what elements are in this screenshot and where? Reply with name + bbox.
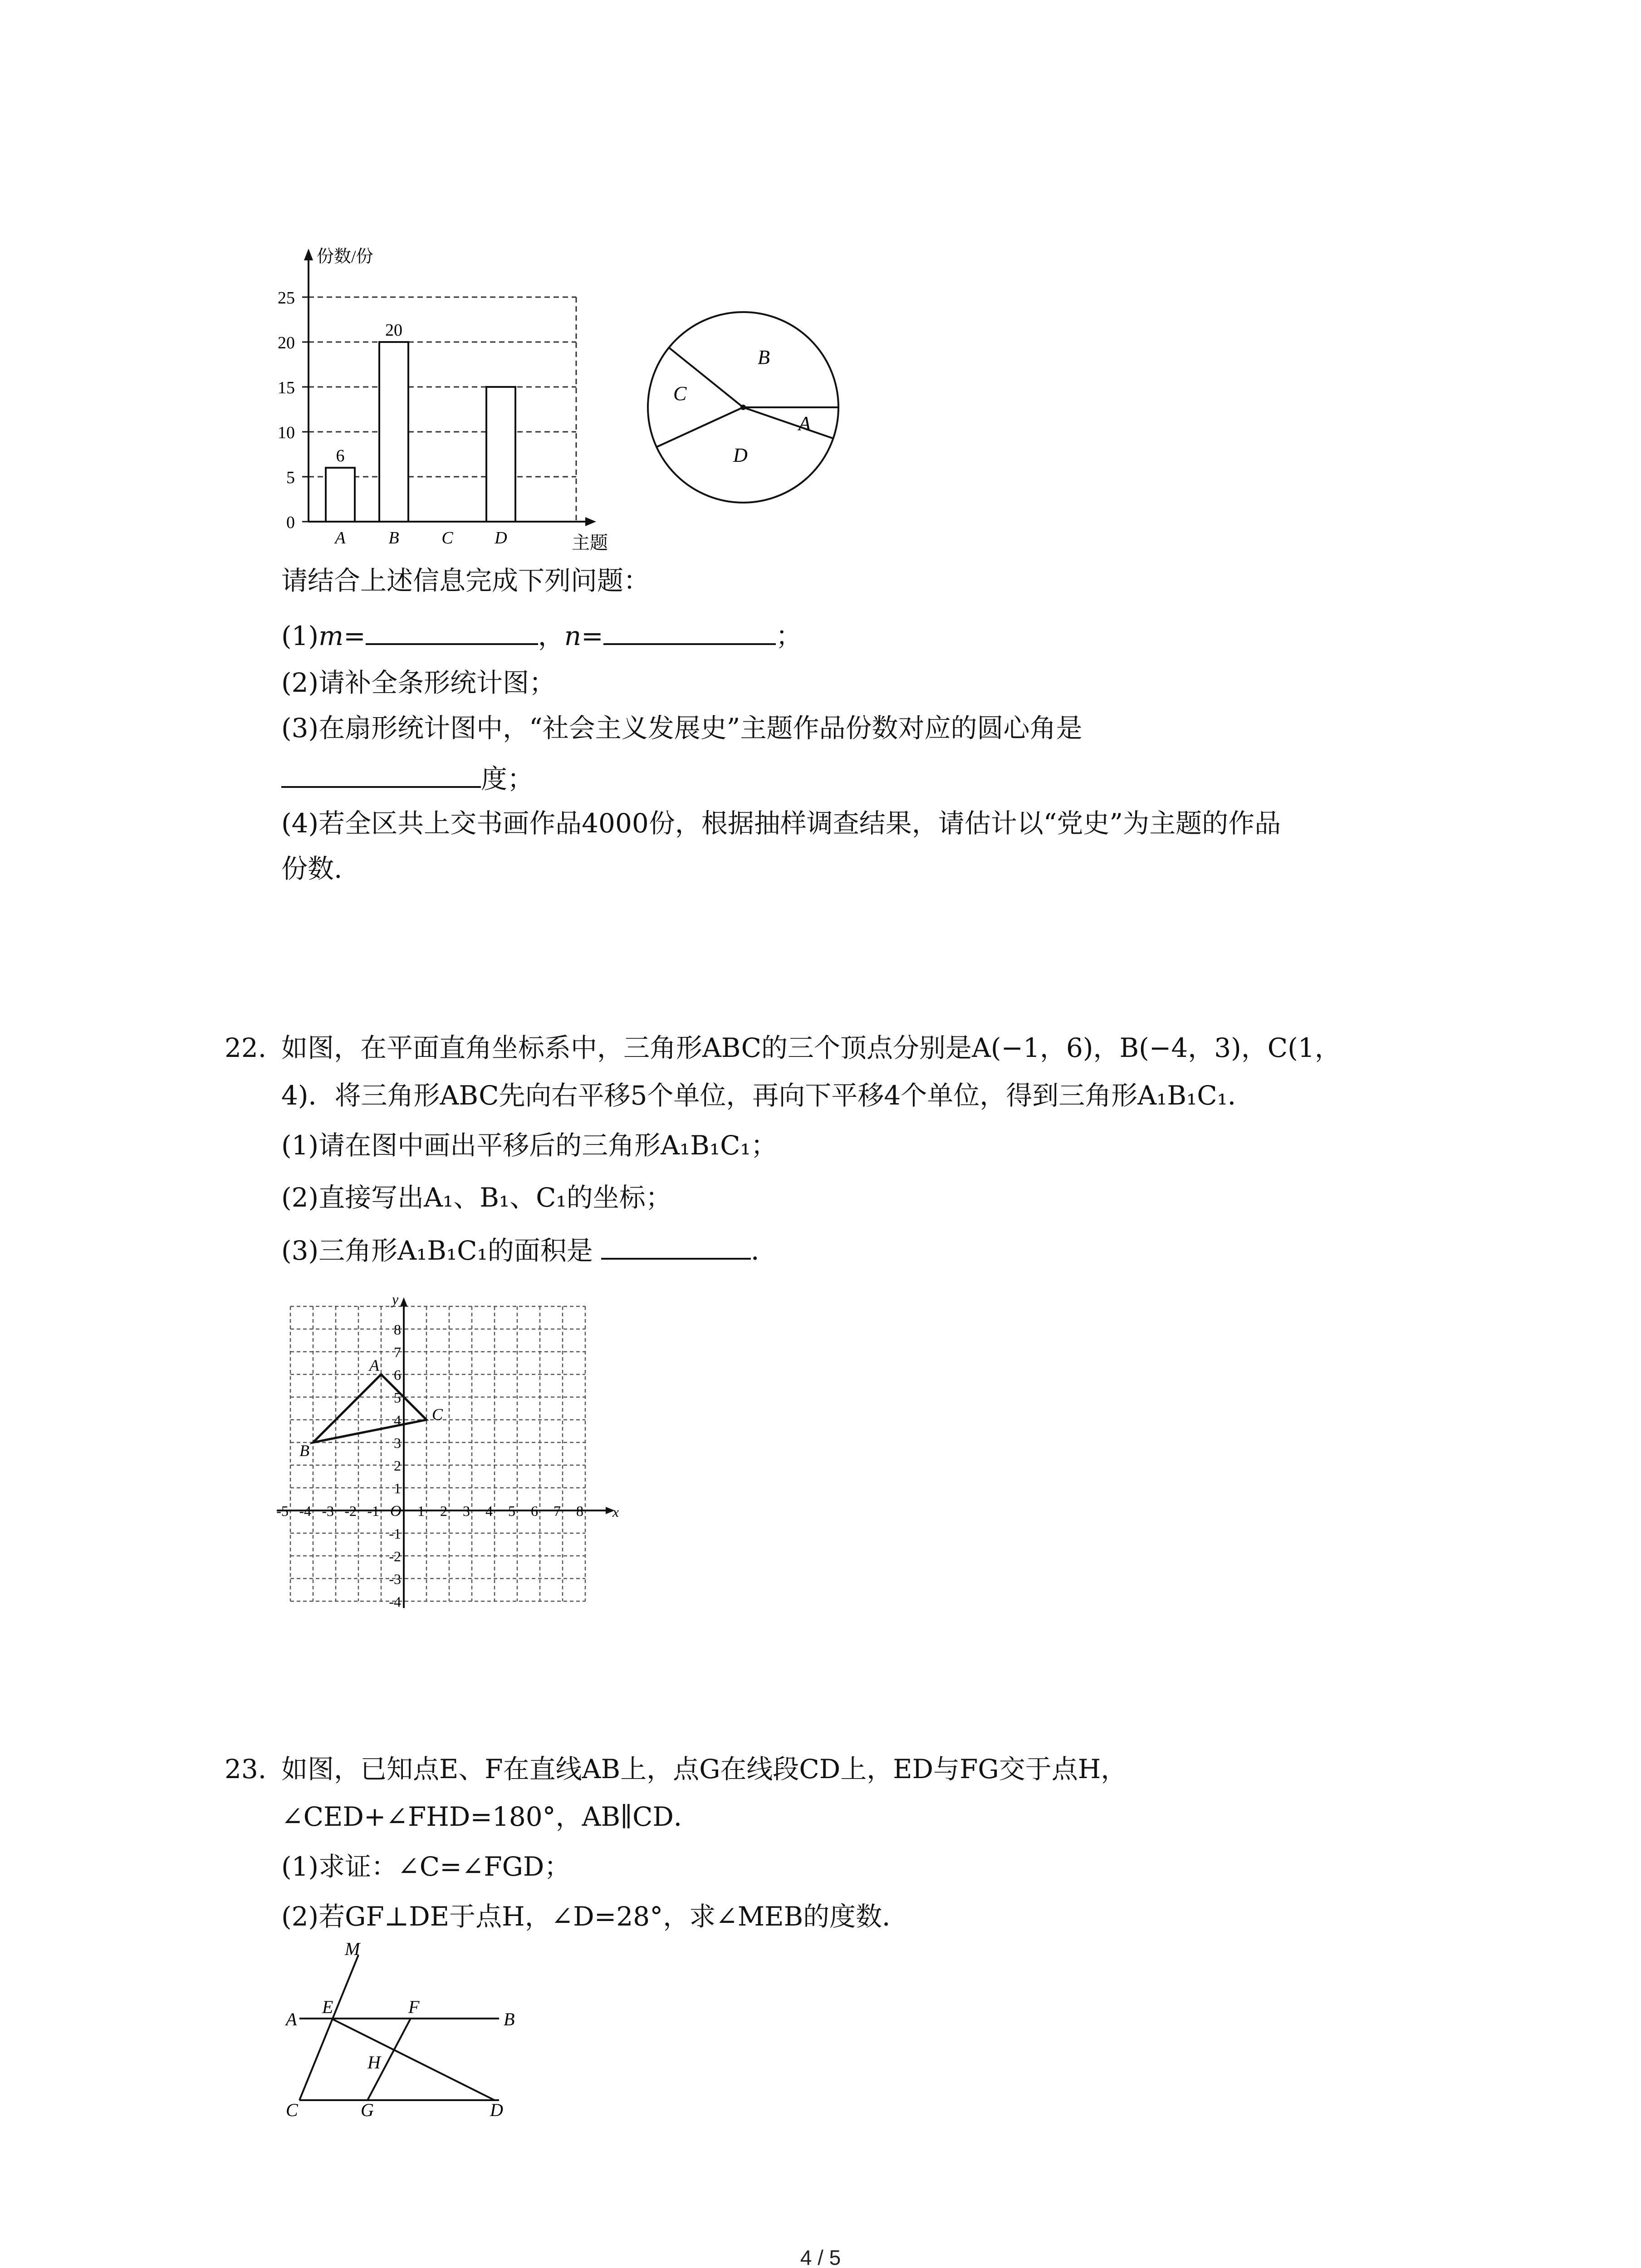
category-label-C: C	[441, 528, 453, 547]
bar-data-label-B: 20	[385, 321, 402, 340]
y-tick-2: 2	[394, 1457, 401, 1474]
y-tick-8: 8	[394, 1321, 401, 1338]
pie-label-c: C	[673, 382, 687, 405]
pie-label-b: B	[758, 346, 770, 368]
pie-chart	[644, 318, 853, 517]
x-axis-label: x	[612, 1504, 619, 1520]
q22-part2: (2)直接写出A₁、B₁、C₁的坐标；	[281, 1182, 672, 1213]
label-g: G	[361, 2100, 374, 2120]
y-tick--4: -4	[389, 1593, 401, 1610]
x-tick-1: 1	[417, 1503, 425, 1519]
x-axis-label: 主题	[572, 533, 608, 553]
ytick-label-25: 25	[278, 288, 295, 308]
pie-label-d: D	[733, 444, 748, 466]
ytick-label-10: 10	[278, 423, 295, 442]
q22-number: 22.	[225, 1032, 267, 1063]
q23-stem-line2: ∠CED+∠FHD=180°，AB∥CD．	[281, 1801, 700, 1832]
label-e: E	[322, 1997, 333, 2017]
answer-blank-area[interactable]	[601, 1232, 751, 1260]
pie-divider-cd	[656, 407, 743, 447]
q23-part1: (1)求证：∠C=∠FGD；	[281, 1851, 571, 1882]
y-tick-3: 3	[394, 1435, 401, 1451]
answer-blank-n[interactable]	[603, 617, 776, 645]
y-tick--1: -1	[389, 1525, 401, 1542]
x-tick-2: 2	[440, 1503, 447, 1519]
triangle-abc	[313, 1374, 426, 1442]
y-tick-5: 5	[394, 1389, 401, 1406]
ytick-label-15: 15	[278, 378, 295, 397]
origin-label: O	[390, 1503, 402, 1520]
ytick-label-0: 0	[286, 513, 295, 532]
q22-part3: (3)三角形A₁B₁C₁的面积是 ．	[281, 1232, 777, 1269]
y-tick--2: -2	[389, 1548, 401, 1564]
q22-stem-line1: 如图，在平面直角坐标系中，三角形ABC的三个顶点分别是A(−1，6)，B(−4，3)，C(1，	[281, 1032, 1341, 1063]
y-axis-arrow	[304, 249, 313, 260]
pie-center	[740, 405, 746, 410]
ytick-label-20: 20	[278, 333, 295, 352]
answer-blank-m[interactable]	[366, 617, 538, 645]
y-axis-arrow	[400, 1297, 407, 1306]
category-label-D: D	[495, 528, 507, 547]
bar-data-label-A: 6	[336, 446, 345, 466]
pie-label-a: A	[798, 412, 811, 435]
page-number: 4 / 5	[800, 2246, 841, 2268]
x-tick--2: -2	[344, 1503, 357, 1519]
q21-part3: (3)在扇形统计图中，“社会主义发展史”主题作品份数对应的圆心角是	[281, 713, 1083, 743]
x-tick-6: 6	[531, 1503, 538, 1519]
bar-A	[326, 468, 355, 522]
y-tick-6: 6	[394, 1367, 401, 1383]
q23-number: 23.	[225, 1754, 267, 1784]
q21-part4: (4)若全区共上交书画作品4000份，根据抽样调查结果，请估计以“党史”为主题的作品	[281, 808, 1281, 839]
bar-B	[379, 342, 408, 522]
bar-chart	[268, 240, 631, 558]
q21-intro: 请结合上述信息完成下列问题：	[281, 565, 650, 596]
bar-D	[486, 387, 515, 522]
label-a: A	[286, 2009, 297, 2029]
q22-stem-line2: 4)．将三角形ABC先向右平移5个单位，再向下平移4个单位，得到三角形A₁B₁C₁．	[281, 1080, 1254, 1111]
x-tick--4: -4	[299, 1503, 311, 1519]
point-label-b: B	[299, 1442, 309, 1460]
x-tick-7: 7	[554, 1503, 561, 1519]
answer-blank-angle[interactable]	[281, 760, 481, 788]
x-tick--5: -5	[276, 1503, 289, 1519]
label-c: C	[286, 2100, 298, 2120]
q21-part2: (2)请补全条形统计图；	[281, 667, 556, 698]
ytick-label-5: 5	[286, 468, 295, 487]
q23-part2: (2)若GF⊥DE于点H，∠D=28°，求∠MEB的度数．	[281, 1901, 909, 1932]
line-ed	[331, 2019, 495, 2100]
coordinate-grid	[276, 1291, 626, 1615]
q23-stem-line1: 如图，已知点E、F在直线AB上，点G在线段CD上，ED与FG交于点H，	[281, 1754, 1127, 1784]
q21-part1: (1)m= ，n= ；	[281, 617, 802, 654]
y-axis-label: 份数/份	[317, 247, 373, 266]
x-tick--1: -1	[367, 1503, 379, 1519]
y-axis-label: y	[392, 1291, 399, 1307]
x-tick-8: 8	[576, 1503, 583, 1519]
x-tick--3: -3	[322, 1503, 334, 1519]
label-b: B	[504, 2009, 515, 2029]
q22-part1: (1)请在图中画出平移后的三角形A₁B₁C₁；	[281, 1130, 777, 1161]
y-tick-4: 4	[394, 1412, 401, 1428]
category-label-A: A	[335, 528, 346, 547]
x-tick-3: 3	[463, 1503, 470, 1519]
x-tick-4: 4	[485, 1503, 493, 1519]
y-tick-1: 1	[394, 1480, 401, 1496]
label-d: D	[490, 2100, 503, 2120]
point-label-c: C	[432, 1405, 443, 1423]
geometry-figure	[272, 1937, 526, 2118]
y-tick-7: 7	[394, 1344, 401, 1360]
x-axis-arrow	[585, 517, 596, 526]
q21-part4-cont: 份数.	[281, 853, 343, 884]
label-f: F	[408, 1997, 420, 2017]
y-tick--3: -3	[389, 1571, 401, 1587]
pie-divider-ad	[743, 407, 833, 438]
x-tick-5: 5	[508, 1503, 515, 1519]
label-h: H	[367, 2052, 381, 2072]
label-m: M	[345, 1939, 360, 1959]
q21-part3-cont: 度；	[281, 760, 534, 797]
category-label-B: B	[388, 528, 399, 547]
point-label-a: A	[369, 1356, 379, 1374]
